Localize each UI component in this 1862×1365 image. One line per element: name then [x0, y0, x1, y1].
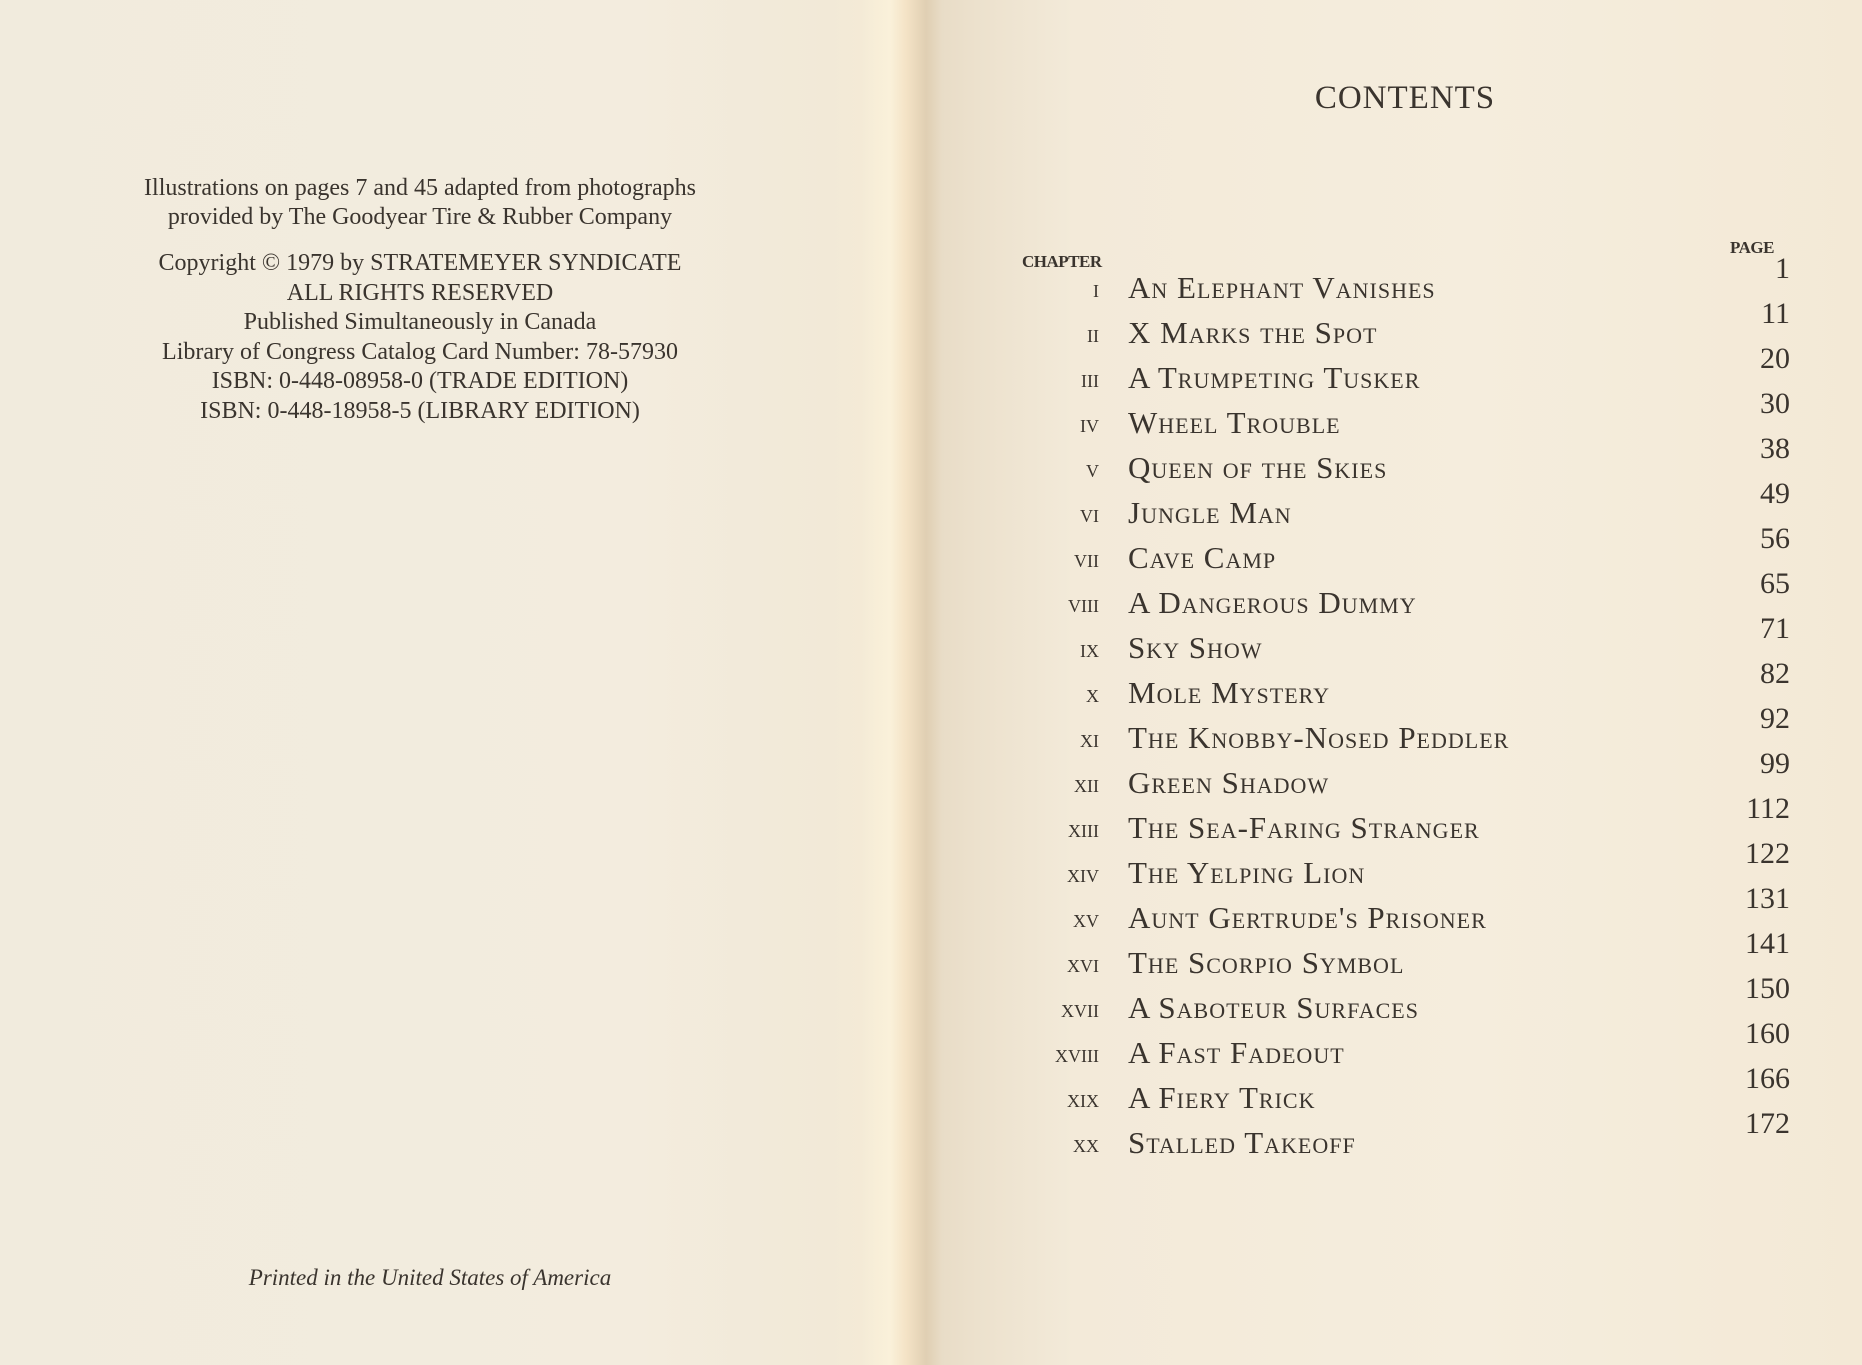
chapter-number: xix	[1067, 1086, 1099, 1113]
chapter-number: xvii	[1061, 996, 1099, 1023]
toc-entry	[1020, 747, 1790, 808]
chapter-page-number: 82	[1760, 657, 1790, 690]
chapter-title: Cave Camp	[1128, 540, 1277, 575]
chapter-number: xiv	[1067, 861, 1099, 888]
chapter-page-number: 20	[1760, 342, 1790, 375]
chapter-page-number: 11	[1761, 297, 1790, 330]
book-gutter	[862, 0, 942, 1365]
chapter-number: xv	[1073, 906, 1099, 933]
toc-entry	[1020, 1017, 1790, 1078]
chapter-page-number: 112	[1746, 792, 1790, 825]
chapter-number: xviii	[1055, 1041, 1099, 1068]
chapter-title: Mole Mystery	[1128, 675, 1330, 710]
copyright-notice	[60, 249, 780, 426]
toc-entry	[1020, 432, 1790, 493]
toc-entry	[1020, 972, 1790, 1033]
chapter-page-number: 49	[1760, 477, 1790, 510]
chapter-page-number: 166	[1745, 1062, 1790, 1095]
toc-entry	[1020, 567, 1790, 628]
toc-entry	[1020, 837, 1790, 898]
chapter-title: Stalled Takeoff	[1128, 1125, 1356, 1160]
isbn-trade-line: ISBN: 0-448-08958-0 (TRADE EDITION)	[211, 368, 629, 394]
toc-entry	[1020, 927, 1790, 988]
copyright-line: Copyright © 1979 by STRATEMEYER SYNDICATE	[158, 250, 682, 276]
credit-line: provided by The Goodyear Tire & Rubber Company	[167, 204, 673, 230]
toc-entry	[1020, 1062, 1790, 1123]
chapter-title: A Fast Fadeout	[1128, 1035, 1345, 1070]
chapter-page-number: 99	[1760, 747, 1790, 780]
chapter-page-number: 172	[1745, 1107, 1790, 1140]
chapter-number: vii	[1074, 546, 1099, 573]
toc-entry	[1020, 657, 1790, 718]
chapter-page-number: 141	[1745, 927, 1790, 960]
printed-in-line: Printed in the United States of America	[248, 1265, 612, 1290]
toc-entry	[1020, 882, 1790, 943]
contents-title: CONTENTS	[1314, 80, 1496, 116]
chapter-number: xi	[1080, 726, 1099, 753]
chapter-title: A Saboteur Surfaces	[1128, 990, 1419, 1025]
chapter-number: iv	[1080, 411, 1099, 438]
toc-entry	[1020, 387, 1790, 448]
chapter-number: xii	[1074, 771, 1099, 798]
chapter-title: The Scorpio Symbol	[1128, 945, 1405, 980]
toc-entry	[1020, 702, 1790, 763]
chapter-page-number: 131	[1745, 882, 1790, 915]
chapter-title: A Fiery Trick	[1128, 1080, 1316, 1115]
chapter-number: i	[1093, 276, 1099, 303]
chapter-title: Jungle Man	[1128, 495, 1292, 530]
chapter-page-number: 30	[1760, 387, 1790, 420]
chapter-page-number: 150	[1745, 972, 1790, 1005]
page-column-header: PAGE	[1730, 238, 1774, 257]
isbn-library-line: ISBN: 0-448-18958-5 (LIBRARY EDITION)	[200, 397, 640, 424]
chapter-title: An Elephant Vanishes	[1128, 270, 1436, 305]
chapter-title: Sky Show	[1128, 630, 1263, 665]
chapter-page-number: 92	[1760, 702, 1790, 735]
chapter-page-number: 160	[1745, 1017, 1790, 1050]
rights-line: ALL RIGHTS RESERVED	[286, 279, 554, 306]
chapter-title: The Yelping Lion	[1128, 855, 1366, 890]
chapter-number: xiii	[1068, 816, 1099, 843]
chapter-title: A Trumpeting Tusker	[1128, 360, 1421, 395]
toc-entry	[1020, 477, 1790, 538]
credit-line: Illustrations on pages 7 and 45 adapted from photographs	[144, 175, 696, 201]
chapter-page-number: 71	[1760, 612, 1790, 645]
illustration-credits	[60, 174, 780, 232]
chapter-title: A Dangerous Dummy	[1128, 585, 1417, 620]
chapter-title: The Sea-Faring Stranger	[1128, 810, 1480, 845]
toc-entry	[1020, 612, 1790, 673]
chapter-number: iii	[1081, 366, 1099, 393]
publication-line: Published Simultaneously in Canada	[243, 309, 597, 335]
chapter-number: vi	[1080, 501, 1099, 528]
catalog-number-line: Library of Congress Catalog Card Number: 78-57930	[162, 338, 678, 365]
chapter-column-header: CHAPTER	[1022, 252, 1102, 271]
toc-entry	[1020, 522, 1790, 583]
chapter-page-number: 56	[1760, 522, 1790, 555]
chapter-title: Green Shadow	[1128, 765, 1330, 800]
toc-entry	[1020, 792, 1790, 853]
chapter-page-number: 65	[1760, 567, 1790, 600]
chapter-number: x	[1086, 681, 1099, 708]
chapter-number: v	[1086, 456, 1099, 483]
chapter-number: ii	[1087, 321, 1099, 348]
chapter-title: Queen of the Skies	[1128, 450, 1388, 485]
chapter-number: xvi	[1067, 951, 1099, 978]
chapter-number: viii	[1068, 591, 1099, 618]
toc-entry	[1020, 297, 1790, 358]
chapter-number: xx	[1073, 1131, 1099, 1158]
chapter-page-number: 1	[1775, 252, 1790, 285]
chapter-title: X Marks the Spot	[1128, 315, 1378, 350]
chapter-title: Wheel Trouble	[1128, 405, 1341, 440]
toc-entry	[1020, 342, 1790, 403]
copyright-page	[0, 0, 900, 1365]
chapter-number: ix	[1080, 636, 1099, 663]
chapter-page-number: 122	[1745, 837, 1790, 870]
toc-entry	[1020, 1107, 1790, 1168]
chapter-title: Aunt Gertrude's Prisoner	[1128, 900, 1487, 935]
chapter-page-number: 38	[1760, 432, 1790, 465]
chapter-title: The Knobby-Nosed Peddler	[1128, 720, 1510, 755]
